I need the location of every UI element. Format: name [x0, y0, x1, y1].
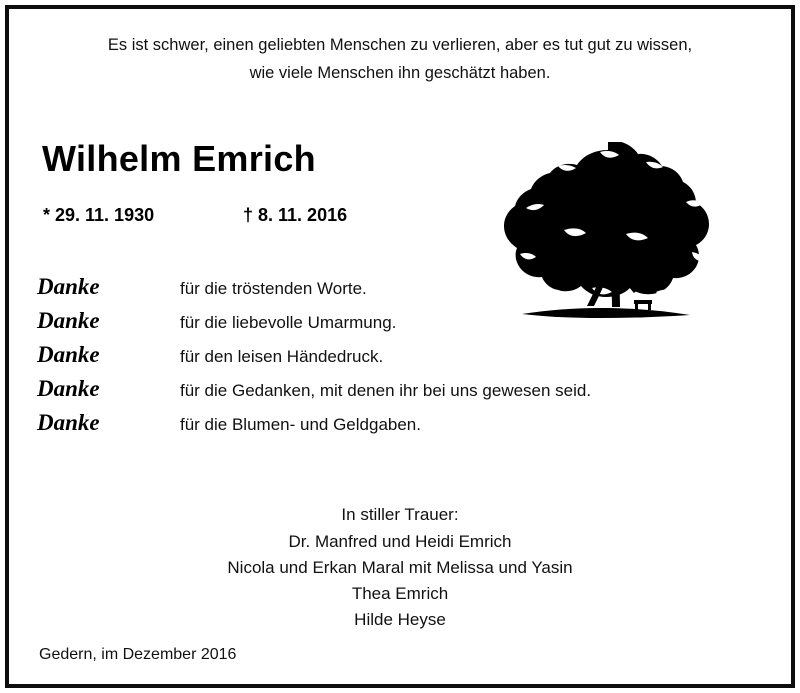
intro-quote	[9, 31, 791, 87]
list-item: Nicola und Erkan Maral mit Melissa und Yasin	[227, 558, 573, 577]
life-dates	[43, 205, 347, 226]
thanks-text: für die liebevolle Umarmung.	[180, 313, 397, 332]
birth-date: * 29. 11. 1930	[43, 205, 155, 225]
thanks-row	[37, 376, 737, 410]
notice-border	[5, 5, 795, 688]
thanks-row	[37, 308, 737, 342]
thanks-row	[37, 274, 737, 308]
thanks-label: Danke	[37, 376, 100, 401]
list-item: Dr. Manfred und Heidi Emrich	[288, 532, 512, 551]
thanks-label: Danke	[37, 410, 100, 435]
mourners-block	[9, 501, 791, 633]
intro-line-1: Es ist schwer, einen geliebten Menschen zu verlieren, aber es tut gut zu wissen,	[107, 36, 693, 54]
list-item: Hilde Heyse	[354, 610, 446, 629]
thanks-text: für die tröstenden Worte.	[180, 279, 367, 298]
thanks-label: Danke	[37, 342, 100, 367]
thanks-row	[37, 342, 737, 376]
deceased-name: Wilhelm Emrich	[42, 138, 316, 179]
thanks-list	[37, 274, 737, 444]
mourners-heading: In stiller Trauer:	[341, 505, 459, 524]
place-and-date: Gedern, im Dezember 2016	[39, 646, 237, 663]
thanks-label: Danke	[37, 274, 100, 299]
thanks-text: für den leisen Händedruck.	[180, 347, 384, 366]
notice-content	[9, 9, 791, 684]
thanks-text: für die Gedanken, mit denen ihr bei uns gewesen seid.	[180, 381, 592, 400]
intro-line-2: wie viele Menschen ihn geschätzt haben.	[249, 64, 551, 82]
list-item: Thea Emrich	[351, 584, 449, 603]
thanks-label: Danke	[37, 308, 100, 333]
thanks-row	[37, 410, 737, 444]
thanks-text: für die Blumen- und Geldgaben.	[180, 415, 421, 434]
death-date: † 8. 11. 2016	[243, 205, 348, 225]
